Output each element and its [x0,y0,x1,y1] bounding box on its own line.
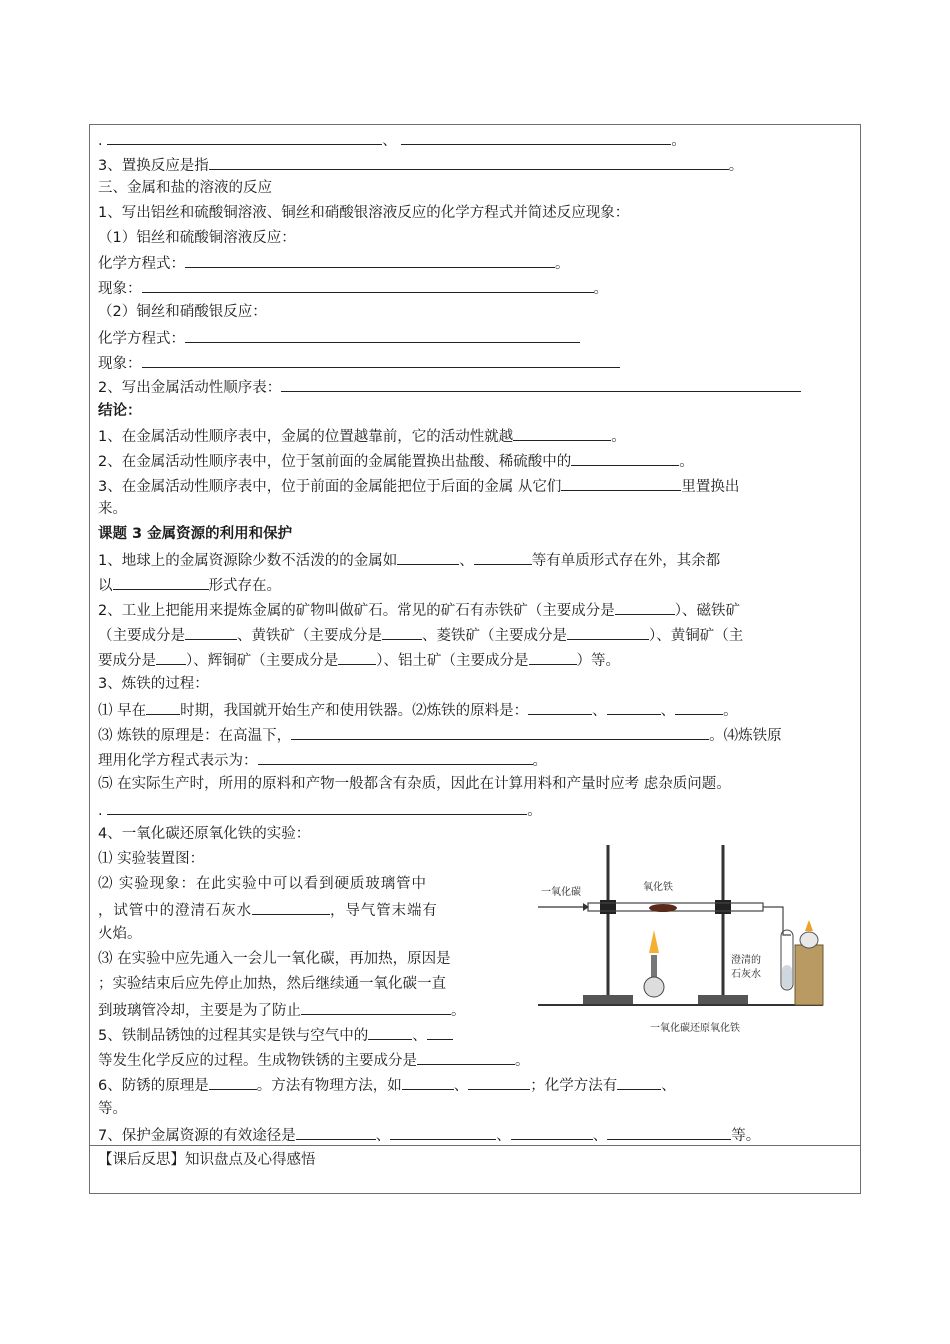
blank[interactable] [368,1025,412,1040]
blank[interactable] [571,451,679,466]
lesson-title: 课题 3 金属资源的利用和保护 [98,526,293,542]
conclusion-1: 1、在金属活动性顺序表中，金属的位置越靠前，它的活动性就越 。 [98,426,626,446]
line-blanks-top: . 、 。 [98,130,686,150]
equation-line-2: 化学方程式： [98,328,580,348]
blank[interactable] [142,353,620,368]
blank[interactable] [617,1075,661,1090]
worksheet-frame [89,124,861,1194]
equation-line-1: 化学方程式： 。 [98,253,570,273]
blank[interactable] [156,650,186,665]
blank[interactable] [567,625,649,640]
q4-phenomenon-3: 火焰。 [98,926,142,942]
blank[interactable] [401,130,671,145]
blank[interactable] [185,253,555,268]
q2-line-1: 2、工业上把能用来提炼金属的矿物叫做矿石。常见的矿石有赤铁矿（主要成分是 ）、磁铁矿 [98,600,740,620]
blank[interactable] [615,600,675,615]
q4-phenomenon-1: ⑵ 实验现象：在此实验中可以看到硬质玻璃管中 [98,876,427,892]
blank[interactable] [474,550,532,565]
blank[interactable] [607,1125,731,1140]
blank[interactable] [561,476,681,491]
q1-line-1: 1、地球上的金属资源除少数不活泼的的金属如 、 等有单质形式存在外，其余都 [98,550,720,570]
q3-line-3: 理用化学方程式表示为： 。 [98,750,547,770]
blank[interactable] [397,550,459,565]
sub-question-2: （2）铜丝和硝酸银反应： [98,304,267,320]
figure-caption: 一氧化碳还原氧化铁 [650,1023,740,1034]
blank[interactable] [427,1025,453,1040]
q3-line-5: . 。 [98,800,542,820]
blank[interactable] [107,130,382,145]
phenomenon-line-2: 现象： [98,353,620,373]
reflection-heading: 【课后反思】知识盘点及心得感悟 [98,1152,316,1168]
q7-line: 7、保护金属资源的有效途径是 、 、 、 等。 [98,1125,760,1145]
q4-apparatus: ⑴ 实验装置图： [98,851,205,867]
conclusion-heading: 结论： [98,403,142,419]
q4-reason-3: 到玻璃管冷却，主要是为了防止 。 [98,1000,466,1020]
activity-series-line: 2、写出金属活动性顺序表： [98,377,801,397]
q4-phenomenon-2: ，试管中的澄清石灰水 ，导气管末端有 [98,900,438,920]
blank[interactable] [258,750,533,765]
q3-line-2: ⑶ 炼铁的原理是：在高温下， 。⑷炼铁原 [98,725,782,745]
blank[interactable] [113,575,209,590]
blank[interactable] [146,700,180,715]
blank[interactable] [281,377,801,392]
phenomenon-line-1: 现象： 。 [98,278,608,298]
blank[interactable] [338,650,376,665]
blank[interactable] [185,625,237,640]
q2-line-2: （主要成分是 、黄铁矿（主要成分是 、菱铁矿（主要成分是 ）、黄铜矿（主 [98,625,743,645]
q3-line-4: ⑸ 在实际生产时，所用的原料和产物一般都含有杂质，因此在计算用料和产量时应考 虑杂质问题。 [98,776,731,792]
blank[interactable] [513,426,611,441]
q4-reason-2: ；实验结束后应先停止加热，然后继续通一氧化碳一直 [98,976,446,992]
blank[interactable] [209,155,729,170]
blank[interactable] [185,328,580,343]
blank[interactable] [528,700,592,715]
blank[interactable] [511,1125,593,1140]
instruction: 1、写出铝丝和硫酸铜溶液、铜丝和硝酸银溶液反应的化学方程式并简述反应现象： [98,205,630,221]
blank[interactable] [529,650,577,665]
blank[interactable] [382,625,422,640]
section-heading-3: 三、金属和盐的溶液的反应 [98,180,272,196]
q6-line-2: 等。 [98,1101,127,1117]
label-limewater-1: 澄清的 [731,955,761,966]
blank[interactable] [402,1075,454,1090]
label-iron-oxide: 氧化铁 [643,882,673,893]
blank[interactable] [209,1075,257,1090]
blank[interactable] [468,1075,530,1090]
blank[interactable] [142,278,594,293]
conclusion-3-cont: 来。 [98,501,127,517]
reflection-divider [90,1145,860,1146]
q1-line-2: 以 形式存在。 [98,575,281,595]
apparatus-diagram [533,835,828,1035]
blank[interactable] [607,700,661,715]
q4-reason-1: ⑶ 在实验中应先通入一会儿一氧化碳，再加热，原因是 [98,951,451,967]
blank[interactable] [301,1000,451,1015]
q5-line-1: 5、铁制品锈蚀的过程其实是铁与空气中的 、 [98,1025,453,1045]
conclusion-3: 3、在金属活动性顺序表中，位于前面的金属能把位于后面的金属 从它们 里置换出 [98,476,739,496]
q6-line-1: 6、防锈的原理是 。方法有物理方法，如 、 ；化学方法有 、 [98,1075,676,1095]
q3-heading: 3、炼铁的过程： [98,676,209,692]
q3-line-1: ⑴ 早在 时期，我国就开始生产和使用铁器。⑵炼铁的原料是： 、 、 。 [98,700,738,720]
blank[interactable] [252,900,330,915]
line-displacement: 3、置换反应是指 。 [98,155,743,175]
blank[interactable] [675,700,723,715]
blank[interactable] [390,1125,496,1140]
q4-heading: 4、一氧化碳还原氧化铁的实验： [98,826,311,842]
sub-question-1: （1）铝丝和硫酸铜溶液反应： [98,230,296,246]
q5-line-2: 等发生化学反应的过程。生成物铁锈的主要成分是 。 [98,1050,530,1070]
blank[interactable] [107,800,527,815]
conclusion-2: 2、在金属活动性顺序表中，位于氢前面的金属能置换出盐酸、稀硫酸中的 。 [98,451,694,471]
label-limewater-2: 石灰水 [731,969,761,980]
blank[interactable] [291,725,709,740]
label-co: 一氧化碳 [541,887,581,898]
blank[interactable] [296,1125,376,1140]
blank[interactable] [417,1050,515,1065]
q2-line-3: 要成分是 ）、辉铜矿（主要成分是 ）、铝土矿（主要成分是 ）等。 [98,650,620,670]
